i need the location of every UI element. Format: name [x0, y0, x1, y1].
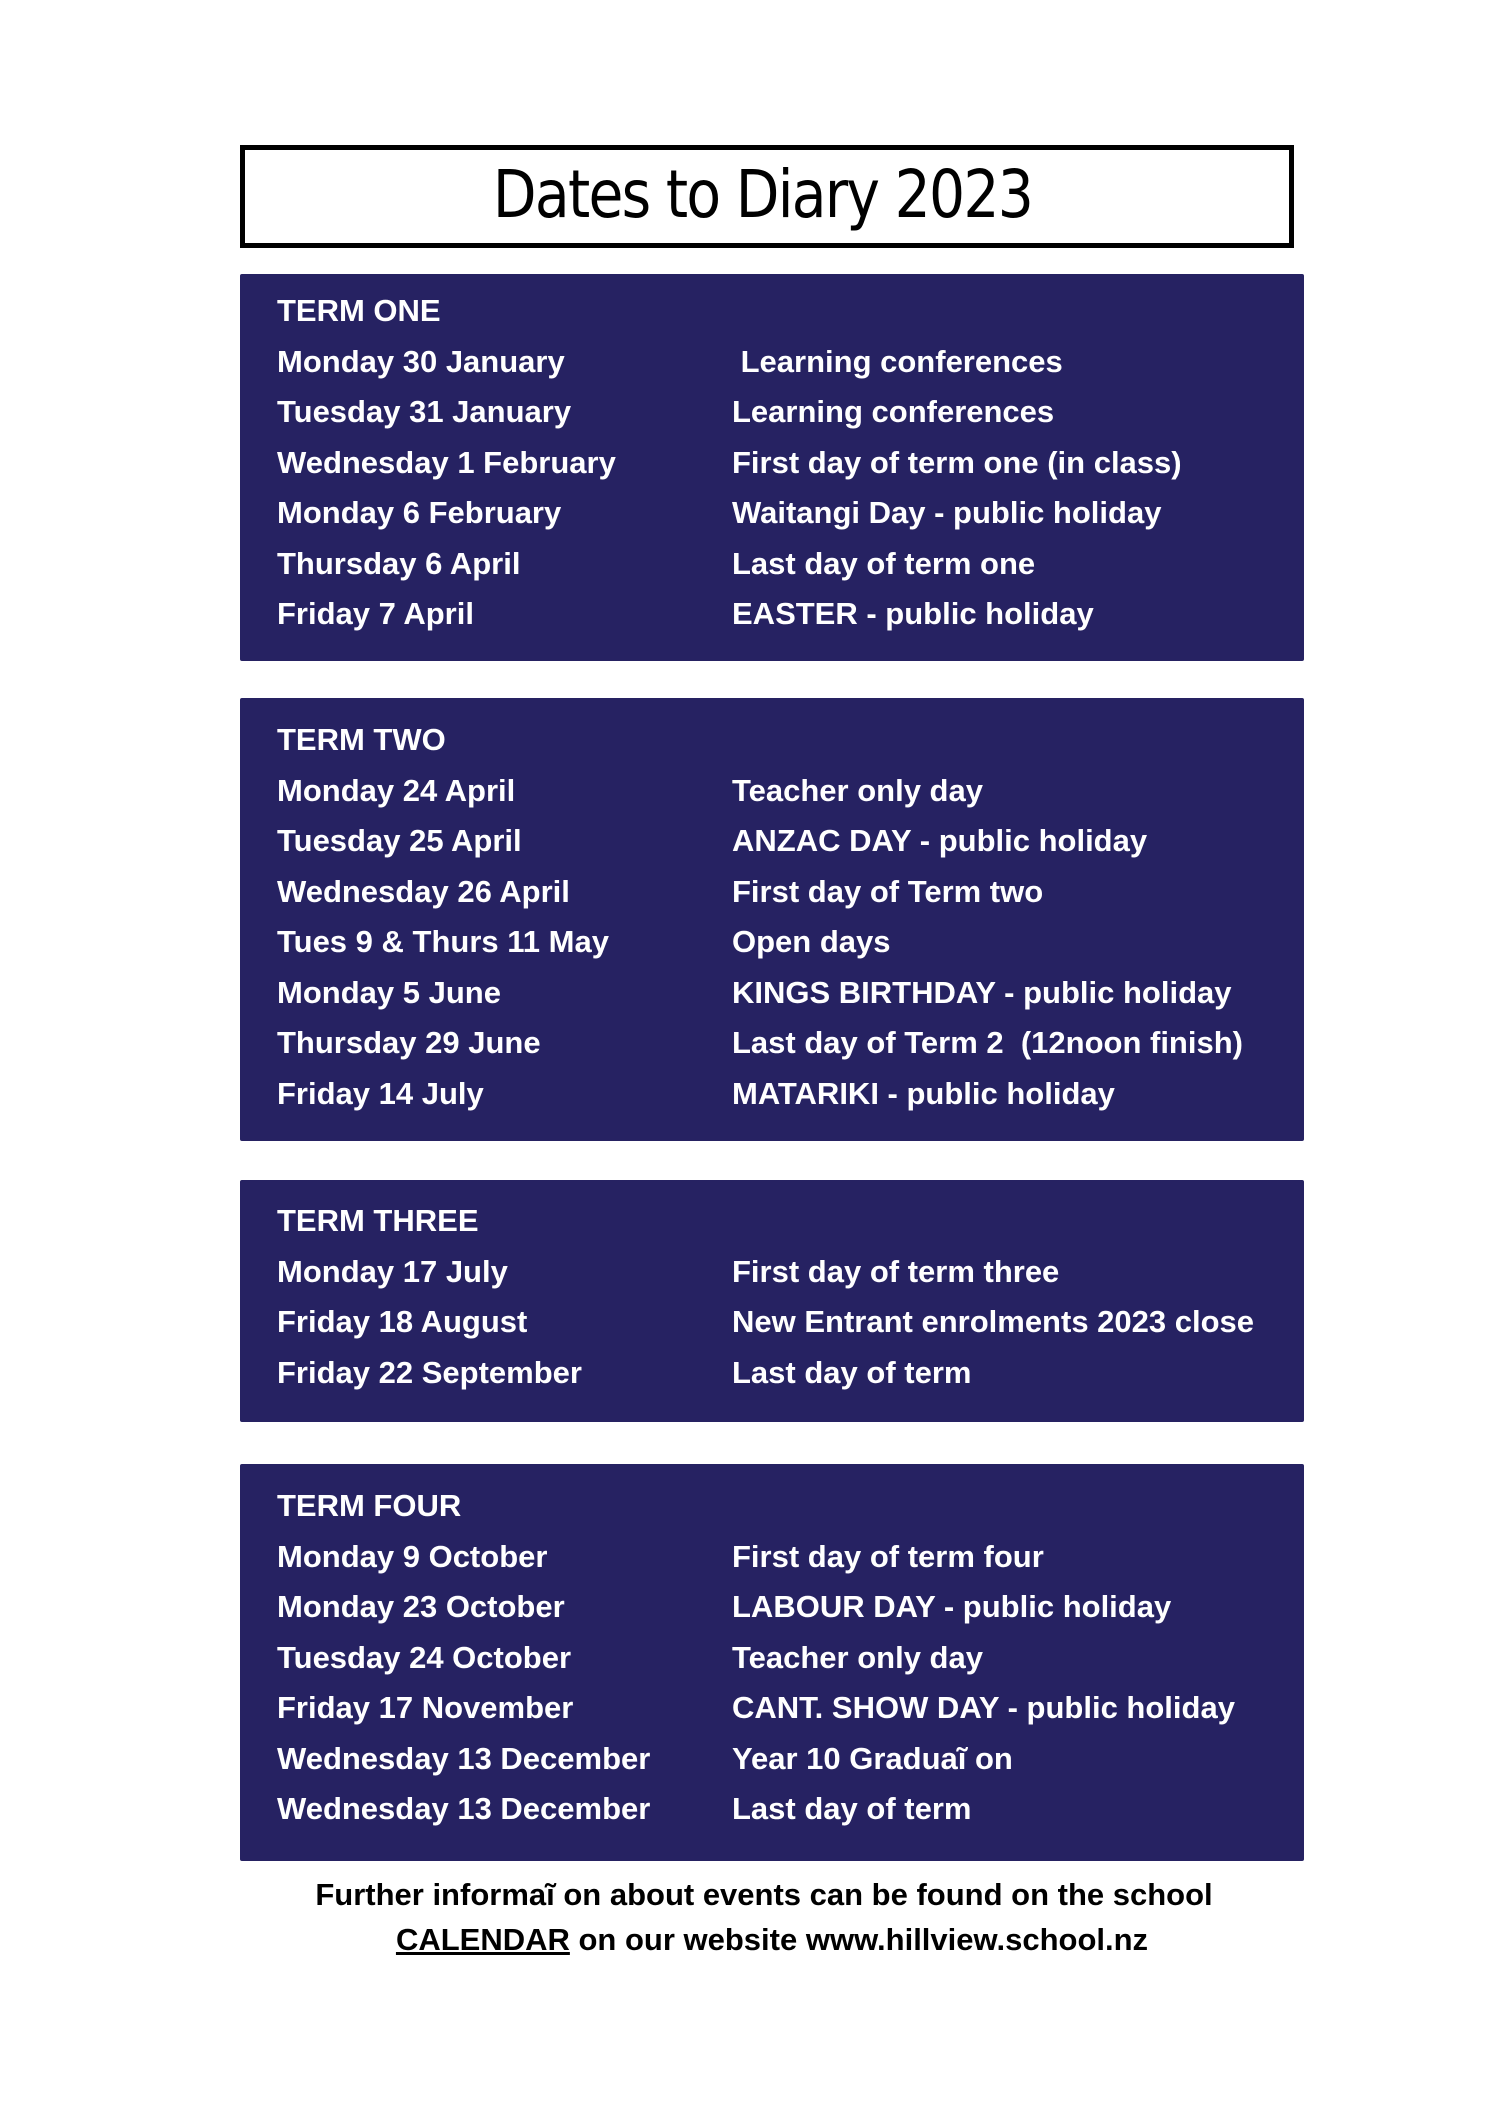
term-heading: TERM TWO	[277, 722, 446, 757]
event-date: Monday 23 October	[277, 1589, 565, 1624]
event-date: Thursday 29 June	[277, 1025, 541, 1060]
list-item	[277, 589, 1304, 640]
event-description: New Entrant enrolments 2023 close	[732, 1304, 1255, 1339]
event-date: Friday 22 September	[277, 1354, 582, 1390]
term-two-panel	[240, 698, 1304, 1141]
list-item	[277, 816, 1304, 867]
list-item	[277, 1784, 1304, 1835]
event-date: Monday 24 April	[277, 772, 516, 808]
calendar-link[interactable]: CALENDAR	[395, 1922, 570, 1957]
event-date: Wednesday 13 December	[277, 1740, 651, 1776]
event-description: Teacher only day	[732, 772, 983, 808]
event-description: First day of term four	[732, 1538, 1044, 1574]
event-date: Friday 18 August	[277, 1304, 528, 1339]
event-description: Last day of term	[732, 1791, 972, 1826]
list-item	[277, 488, 1304, 539]
event-description: MATARIKI - public holiday	[732, 1075, 1115, 1111]
event-date: Monday 5 June	[277, 974, 501, 1010]
event-description: Open days	[732, 924, 891, 959]
event-date: Tues 9 & Thurs 11 May	[277, 924, 609, 959]
list-item	[277, 438, 1304, 489]
event-date: Wednesday 13 December	[277, 1791, 651, 1826]
event-description: EASTER - public holiday	[732, 596, 1094, 631]
footer-line-1: Further informaĩ on about events can be found on the school	[315, 1877, 1213, 1912]
page-title: Dates to Diary 2023	[493, 156, 1033, 233]
event-description: KINGS BIRTHDAY - public holiday	[732, 974, 1232, 1010]
event-date: Tuesday 24 October	[277, 1639, 572, 1675]
list-item	[277, 1633, 1304, 1684]
footer-website-text: on our website www.hillview.school.nz	[569, 1922, 1149, 1957]
list-item	[277, 1297, 1304, 1348]
event-date: Friday 14 July	[277, 1075, 484, 1111]
list-item	[277, 1018, 1304, 1069]
event-date: Tuesday 25 April	[277, 823, 522, 858]
event-description: First day of Term two	[732, 873, 1044, 909]
event-date: Monday 9 October	[277, 1538, 548, 1574]
term-three-panel	[240, 1180, 1304, 1422]
list-item	[277, 387, 1304, 438]
event-description: Last day of term	[732, 1354, 972, 1390]
event-description: Last day of Term 2 (12noon finish)	[732, 1025, 1243, 1060]
event-date: Wednesday 26 April	[277, 873, 570, 909]
footer-line-2	[240, 1917, 1304, 1962]
event-date: Wednesday 1 February	[277, 444, 616, 480]
list-item	[277, 968, 1304, 1019]
list-item	[277, 539, 1304, 590]
event-date: Friday 7 April	[277, 596, 474, 631]
list-item	[277, 766, 1304, 817]
term-heading: TERM FOUR	[277, 1488, 462, 1523]
list-item	[277, 1683, 1304, 1734]
list-item	[277, 337, 1304, 388]
event-description: First day of term one (in class)	[732, 444, 1182, 480]
event-date: Thursday 6 April	[277, 545, 521, 581]
event-description: LABOUR DAY - public holiday	[732, 1589, 1172, 1624]
list-item	[277, 917, 1304, 968]
event-description: Teacher only day	[732, 1639, 983, 1675]
list-item	[277, 1582, 1304, 1633]
event-description: Last day of term one	[732, 545, 1036, 581]
term-one-panel	[240, 274, 1304, 661]
event-date: Monday 30 January	[277, 343, 565, 379]
event-description: ANZAC DAY - public holiday	[732, 823, 1148, 858]
term-heading: TERM ONE	[277, 293, 441, 328]
event-description: CANT. SHOW DAY - public holiday	[732, 1690, 1235, 1725]
event-description: Learning conferences	[732, 343, 1063, 379]
list-item	[277, 1532, 1304, 1583]
event-description: Waitangi Day - public holiday	[732, 495, 1162, 530]
event-description: Year 10 Graduaĩ on	[732, 1740, 1013, 1776]
event-date: Friday 17 November	[277, 1690, 574, 1725]
footer-note	[240, 1872, 1304, 1962]
event-date: Monday 6 February	[277, 495, 562, 530]
term-heading: TERM THREE	[277, 1203, 479, 1238]
list-item	[277, 1734, 1304, 1785]
term-four-panel	[240, 1464, 1304, 1861]
event-date: Tuesday 31 January	[277, 394, 572, 429]
list-item	[277, 867, 1304, 918]
event-description: First day of term three	[732, 1253, 1060, 1289]
list-item	[277, 1069, 1304, 1120]
event-description: Learning conferences	[732, 394, 1055, 429]
list-item	[277, 1247, 1304, 1298]
event-date: Monday 17 July	[277, 1253, 508, 1289]
title-box	[240, 145, 1294, 248]
list-item	[277, 1348, 1304, 1399]
